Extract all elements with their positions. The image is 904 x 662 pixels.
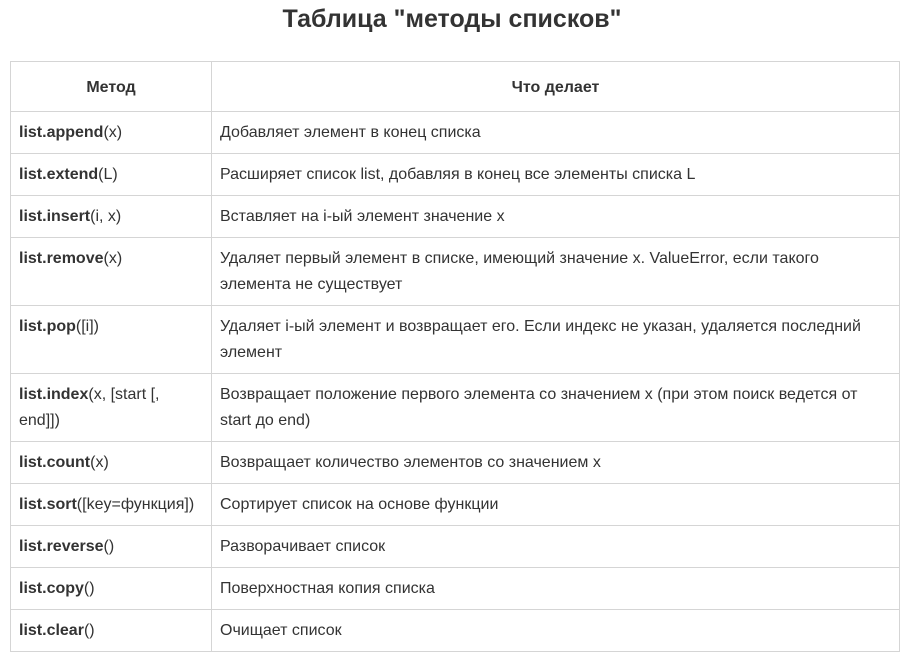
method-args: (): [103, 538, 115, 555]
table-row: [11, 112, 900, 154]
description-cell: Расширяет список list, добавляя в конец все элементы списка L: [212, 154, 900, 196]
method-cell: [11, 306, 212, 374]
method-name: list.clear: [19, 622, 84, 639]
description-cell: Очищает список: [212, 610, 900, 652]
method-args: (x): [103, 124, 123, 141]
method-name: list.insert: [19, 208, 91, 225]
method-cell: [11, 442, 212, 484]
method-cell: [11, 610, 212, 652]
description-cell: Разворачивает список: [212, 526, 900, 568]
description-cell: Удаляет первый элемент в списке, имеющий значение x. ValueError, если такого элемента не существует: [212, 238, 900, 306]
table-row: [11, 442, 900, 484]
method-cell: [11, 238, 212, 306]
table-row: [11, 238, 900, 306]
description-cell: Сортирует список на основе функции: [212, 484, 900, 526]
method-name: list.pop: [19, 318, 76, 335]
description-cell: Возвращает количество элементов со значением x: [212, 442, 900, 484]
method-name: list.remove: [19, 250, 104, 267]
header-method: Метод: [11, 62, 212, 112]
table-row: [11, 154, 900, 196]
table-row: [11, 526, 900, 568]
description-cell: Вставляет на i-ый элемент значение x: [212, 196, 900, 238]
table-row: [11, 610, 900, 652]
method-name: list.append: [19, 124, 104, 141]
method-cell: [11, 484, 212, 526]
table-header-row: [11, 62, 900, 112]
method-cell: [11, 526, 212, 568]
method-name: list.index: [19, 386, 89, 403]
method-args: (x): [90, 454, 109, 471]
method-cell: [11, 112, 212, 154]
method-name: list.copy: [19, 580, 84, 597]
page-title: Таблица "методы списков": [282, 5, 622, 33]
list-methods-table: [10, 61, 900, 652]
method-cell: [11, 196, 212, 238]
method-name: list.sort: [19, 496, 77, 513]
method-cell: [11, 374, 212, 442]
method-args: ([i]): [75, 318, 99, 335]
method-args: (): [83, 580, 95, 597]
description-cell: Удаляет i-ый элемент и возвращает его. Если индекс не указан, удаляется последний элемент: [212, 306, 900, 374]
table-row: [11, 374, 900, 442]
table-row: [11, 196, 900, 238]
method-args: (): [83, 622, 95, 639]
table-row: [11, 484, 900, 526]
description-cell: Возвращает положение первого элемента со значением x (при этом поиск ведется от start до end): [212, 374, 900, 442]
method-name: list.reverse: [19, 538, 104, 555]
method-cell: [11, 568, 212, 610]
description-cell: Добавляет элемент в конец списка: [212, 112, 900, 154]
method-args: (x): [103, 250, 123, 267]
table-row: [11, 568, 900, 610]
method-name: list.extend: [19, 166, 99, 183]
method-args: (L): [98, 166, 118, 183]
method-cell: [11, 154, 212, 196]
method-args: (i, x): [90, 208, 122, 225]
header-description: Что делает: [212, 62, 900, 112]
method-name: list.count: [19, 454, 91, 471]
method-args: ([key=функция]): [76, 496, 195, 513]
description-cell: Поверхностная копия списка: [212, 568, 900, 610]
method-args: (x, [start [, end]]): [19, 386, 160, 429]
table-row: [11, 306, 900, 374]
